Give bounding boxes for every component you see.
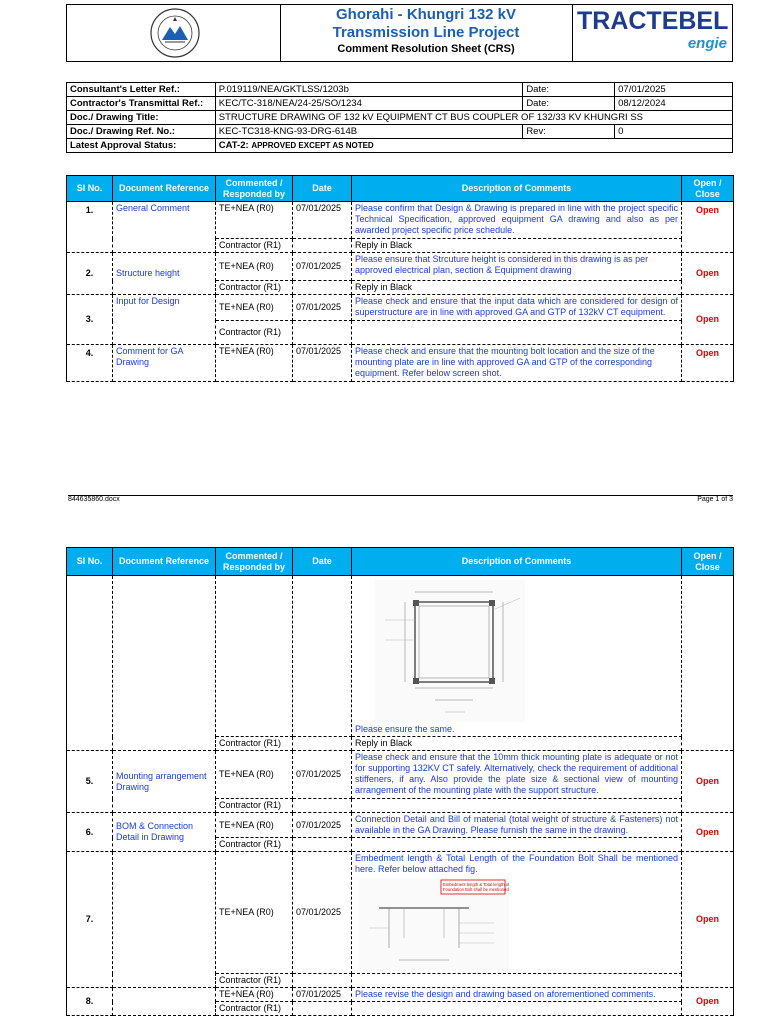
table-row: [67, 813, 734, 838]
nea-logo-cell: [67, 5, 281, 61]
approval-status-label: Latest Approval Status:: [67, 139, 216, 153]
date-label: Date:: [523, 83, 615, 97]
brand-cell: [573, 5, 733, 61]
row-status: Open: [682, 988, 734, 1016]
figure-note-line1: Embedment length & Total length of: [443, 882, 509, 887]
row-desc: Connection Detail and Bill of material (total weight of structure & Fasteners) not available in the GA Drawing. Please furnish the same in the drawing.: [352, 813, 682, 838]
row-commented: TE+NEA (R0): [216, 295, 293, 321]
table-row: [67, 202, 734, 239]
col-commented: Commented / Responded by: [216, 548, 293, 576]
document-info-table: [66, 82, 733, 153]
table-row: [67, 751, 734, 799]
consultant-ref-label: Consultant's Letter Ref.:: [67, 83, 216, 97]
section-drawing-image: [375, 580, 525, 722]
row-sl: 1.: [67, 202, 113, 253]
row-responded: Contractor (R1): [216, 799, 293, 813]
col-commented: Commented / Responded by: [216, 176, 293, 202]
col-desc: Description of Comments: [352, 548, 682, 576]
status-text: APPROVED EXCEPT AS NOTED: [251, 141, 374, 150]
col-doc-ref: Document Reference: [113, 548, 216, 576]
status-code: CAT-2:: [218, 140, 249, 151]
table-row: [67, 576, 734, 737]
project-title-cell: [280, 5, 573, 61]
drawing-title-value: STRUCTURE DRAWING OF 132 kV EQUIPMENT CT BUS COUPLER OF 132/33 KV KHUNGRI SS: [215, 111, 732, 125]
drawing-ref-label: Doc./ Drawing Ref. No.:: [67, 125, 216, 139]
figure-note-line2: Foundation Bolt shall be mentioned: [443, 887, 509, 892]
row-commented: TE+NEA (R0): [216, 253, 293, 281]
row-commented: TE+NEA (R0): [216, 202, 293, 239]
row-date: 07/01/2025: [293, 988, 352, 1002]
col-sl: Sl No.: [67, 548, 113, 576]
row-desc-text: Embedment length & Total Length of the Foundation Bolt Shall be mentioned here. Refer below attached fig.: [355, 853, 678, 874]
date-value: 08/12/2024: [615, 97, 733, 111]
row-desc: Please confirm that Design & Drawing is prepared in line with the project specific Technical Specification, approved equipment GA drawing and also as per awarded project specific price schedule.: [352, 202, 682, 239]
consultant-ref-value: P.019119/NEA/GKTLSS/1203b: [215, 83, 523, 97]
date-value: 07/01/2025: [615, 83, 733, 97]
row-sl: 6.: [67, 813, 113, 852]
row-commented: TE+NEA (R0): [216, 751, 293, 799]
row-date: 07/01/2025: [293, 345, 352, 382]
row-doc-ref: BOM & Connection Detail in Drawing: [113, 813, 216, 852]
row-date: 07/01/2025: [293, 813, 352, 838]
row-sl: 8.: [67, 988, 113, 1016]
row-responded: Contractor (R1): [216, 838, 293, 852]
document-header: [66, 4, 733, 62]
row-sl: 7.: [67, 852, 113, 988]
footer-doc-name: 844635860.docx: [68, 496, 120, 503]
row-doc-ref: Mounting arrangement Drawing: [113, 751, 216, 813]
row-responded: Contractor (R1): [216, 239, 293, 253]
page-footer: [68, 495, 733, 503]
approval-status-value: [215, 139, 732, 153]
table-row: [67, 852, 734, 974]
sheet-title: Comment Resolution Sheet (CRS): [337, 43, 515, 55]
row-responded: Contractor (R1): [216, 281, 293, 295]
row-commented: TE+NEA (R0): [216, 988, 293, 1002]
row-sl: 5.: [67, 751, 113, 813]
row-reply: Reply in Black: [352, 281, 682, 295]
comments-table-page1: [66, 175, 734, 382]
row-desc: Please check and ensure that the input data which are considered for design of superstructure are in line with approved GA and GTP of 132kV CT equipment.: [352, 295, 682, 321]
row-status: Open: [682, 751, 734, 813]
row-doc-ref: Structure height: [113, 253, 216, 295]
row-date: 07/01/2025: [293, 852, 352, 974]
footer-page-number: Page 1 of 3: [697, 496, 733, 503]
row-commented: TE+NEA (R0): [216, 852, 293, 974]
nea-seal-logo: [145, 7, 205, 59]
contractor-ref-value: KEC/TC-318/NEA/24-25/SO/1234: [215, 97, 523, 111]
row-desc: Please check and ensure that the 10mm thick mounting plate is adequate or not for supporting 132KV CT safely. Alternatively, check the requirement of additional stiffeners, if any. Also provide the plate size & sectional view of mounting arrangement of the mounting plate with the support structure.: [352, 751, 682, 799]
row-date: 07/01/2025: [293, 751, 352, 799]
date-label: Date:: [523, 97, 615, 111]
row-desc-text: Please ensure the same.: [355, 724, 455, 734]
row-doc-ref: Input for Design: [113, 295, 216, 345]
drawing-title-label: Doc./ Drawing Title:: [67, 111, 216, 125]
engie-logo: engie: [687, 35, 727, 52]
comments-table-page2: [66, 547, 734, 1016]
project-title-line1: Ghorahi - Khungri 132 kV: [335, 6, 517, 23]
row-responded: Contractor (R1): [216, 1002, 293, 1016]
rev-value: 0: [615, 125, 733, 139]
row-date: 07/01/2025: [293, 253, 352, 281]
row-responded: Contractor (R1): [216, 321, 293, 345]
row-date: 07/01/2025: [293, 202, 352, 239]
row-doc-ref: General Comment: [113, 202, 216, 253]
col-sl: Sl No.: [67, 176, 113, 202]
col-desc: Description of Comments: [352, 176, 682, 202]
col-doc-ref: Document Reference: [113, 176, 216, 202]
rev-label: Rev:: [523, 125, 615, 139]
row-status: Open: [682, 253, 734, 295]
col-status: Open / Close: [682, 176, 734, 202]
table-row: [67, 988, 734, 1002]
row-status: Open: [682, 345, 734, 382]
row-doc-ref: Comment for GA Drawing: [113, 345, 216, 382]
row-status: Open: [682, 202, 734, 253]
col-status: Open / Close: [682, 548, 734, 576]
row-responded: Contractor (R1): [216, 974, 293, 988]
row-sl: 4.: [67, 345, 113, 382]
row-sl: 3.: [67, 295, 113, 345]
contractor-ref-label: Contractor's Transmittal Ref.:: [67, 97, 216, 111]
row-desc: Please check and ensure that the mounting bolt location and the size of the mounting plate are in line with approved GA and GTP of the corresponding equipment. Refer below screen shot.: [352, 345, 682, 382]
row-responded: Contractor (R1): [216, 737, 293, 751]
table-row: [67, 253, 734, 281]
table-row: [67, 345, 734, 382]
row-date: 07/01/2025: [293, 295, 352, 321]
row-commented: TE+NEA (R0): [216, 345, 293, 382]
row-status: Open: [682, 852, 734, 988]
project-title-line2: Transmission Line Project: [332, 24, 520, 41]
row-reply: Reply in Black: [352, 737, 682, 751]
table-row: [67, 295, 734, 321]
row-desc: Please revise the design and drawing based on aforementioned comments.: [352, 988, 682, 1002]
base-plate-detail-image: [359, 878, 509, 970]
row-desc: Please ensure that Strcuture height is considered in this drawing is as per approved electrical plan, section & Equipment drawing: [352, 253, 682, 281]
row-status: Open: [682, 295, 734, 345]
row-status: Open: [682, 813, 734, 852]
row-commented: TE+NEA (R0): [216, 813, 293, 838]
row-sl: 2.: [67, 253, 113, 295]
col-date: Date: [293, 548, 352, 576]
row-desc: [352, 852, 682, 974]
row-desc: [352, 576, 682, 737]
drawing-ref-value: KEC-TC318-KNG-93-DRG-614B: [215, 125, 523, 139]
col-date: Date: [293, 176, 352, 202]
row-reply: Reply in Black: [352, 239, 682, 253]
tractebel-logo: TRACTEBEL: [577, 7, 729, 35]
